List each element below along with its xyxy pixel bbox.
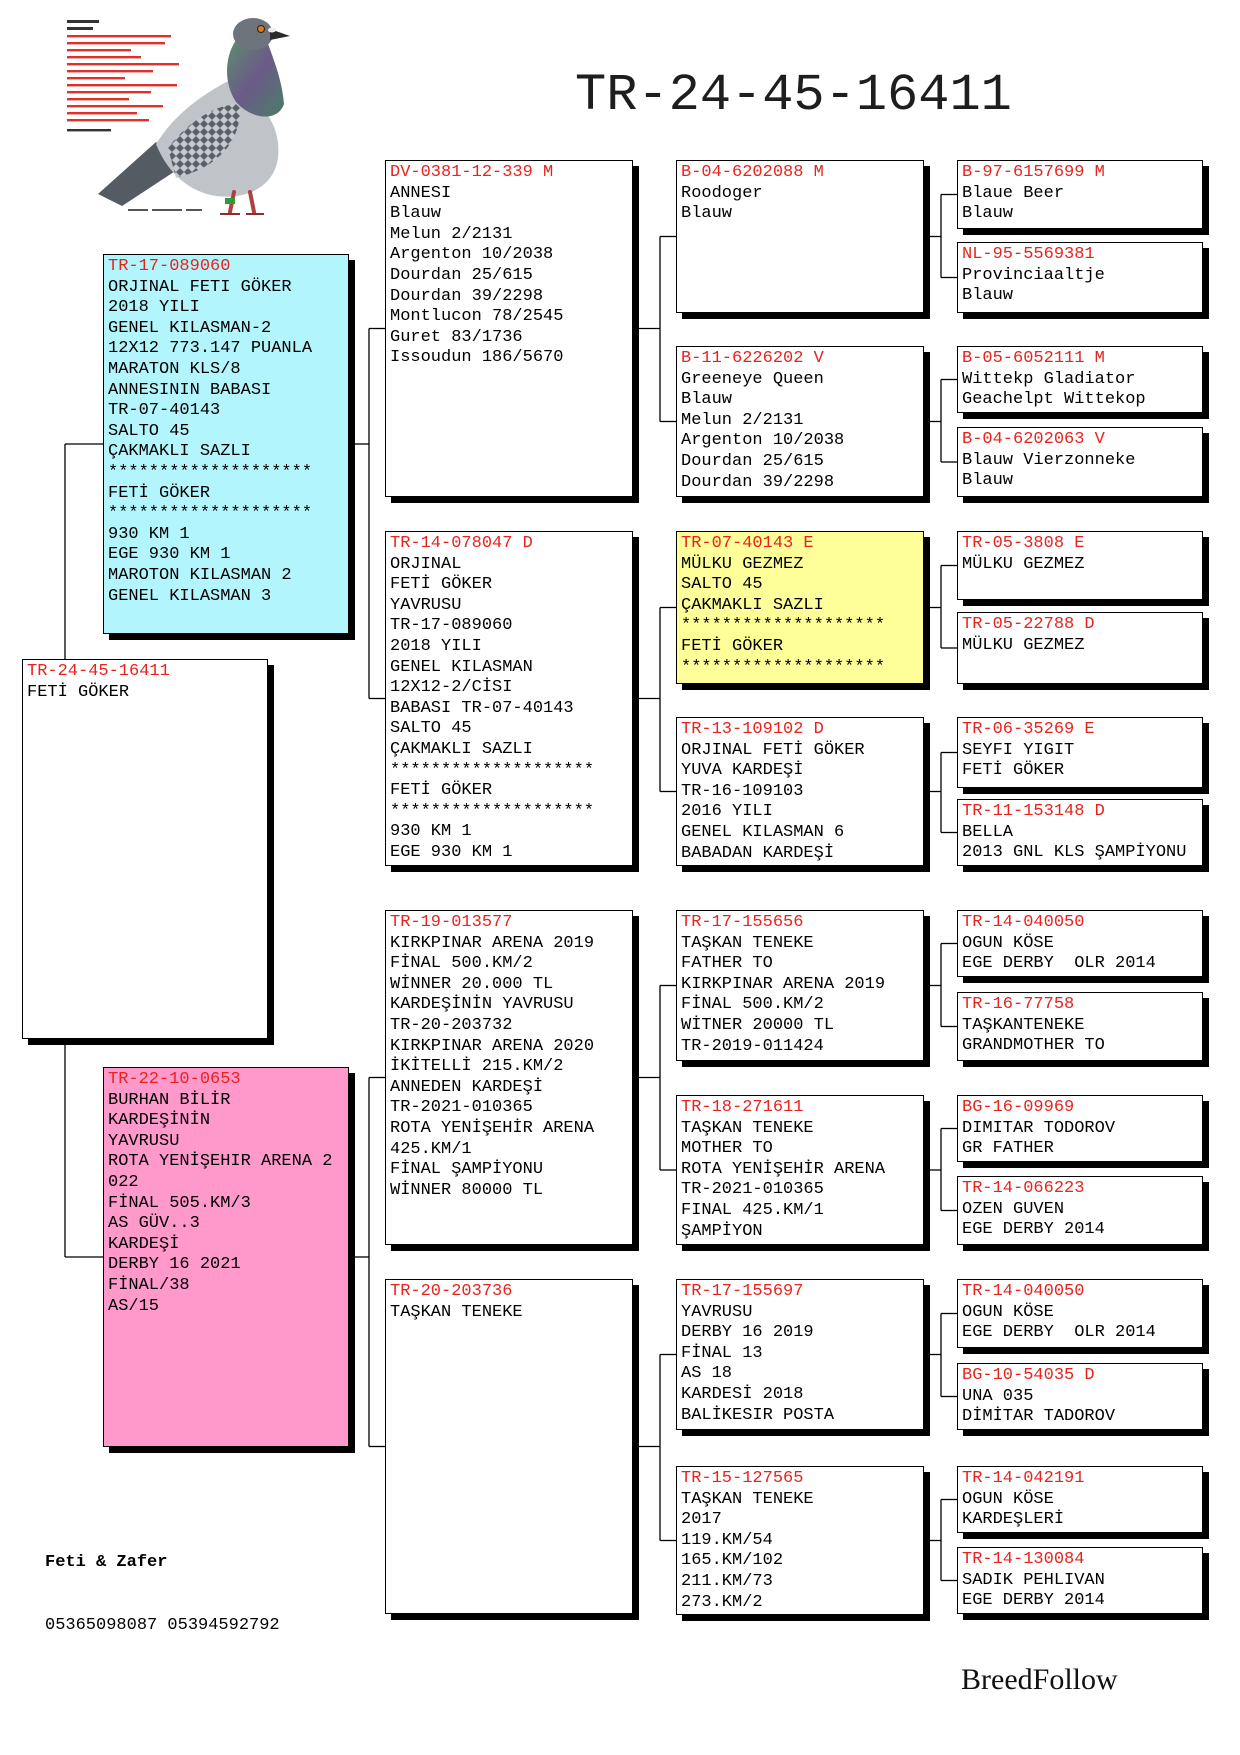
- card-line: EGE DERBY 2014: [962, 1591, 1105, 1611]
- card-line: SALTO 45: [108, 421, 190, 441]
- card-dam-dam-sire-dam: [957, 1363, 1203, 1430]
- card-line: Guret 83/1736: [390, 327, 523, 347]
- card-line: Blaue Beer: [962, 183, 1065, 203]
- card-sire-sire-sire: [676, 160, 924, 313]
- card-line: GENEL KILASMAN 3: [108, 586, 272, 606]
- ring-number: TR-17-155656: [681, 913, 804, 932]
- card-line: Blauw: [390, 204, 442, 224]
- card-line: ROTA YENİŞEHIR ARENA 2: [108, 1152, 333, 1172]
- card-line: GRANDMOTHER TO: [962, 1036, 1105, 1056]
- card-line: 119.KM/54: [681, 1530, 773, 1550]
- ring-number: B-04-6202088 M: [681, 163, 824, 182]
- ring-number: TR-22-10-0653: [108, 1070, 241, 1089]
- card-line: SALTO 45: [390, 719, 472, 739]
- card-sire-dam-sire-dam: [957, 612, 1203, 684]
- card-line: 2013 GNL KLS ŞAMPİYONU: [962, 843, 1187, 863]
- card-sire-sire-sire-dam: [957, 242, 1203, 313]
- card-line: BELLA: [962, 822, 1014, 842]
- card-sire-sire-dam: [676, 346, 924, 497]
- card-line: KARDEŞLERİ: [962, 1510, 1065, 1530]
- card-line: 211.KM/73: [681, 1571, 773, 1591]
- card-line: DERBY 16 2021: [108, 1255, 241, 1275]
- card-line: DIMITAR TODOROV: [962, 1118, 1116, 1138]
- card-line: Blauw: [962, 471, 1014, 491]
- ring-number: TR-05-22788 D: [962, 615, 1095, 634]
- card-line: AS/15: [108, 1296, 160, 1316]
- card-dam-sire-sire-sire: [957, 910, 1203, 977]
- card-line: Geachelpt Wittekop: [962, 390, 1146, 410]
- card-line: ANNESININ BABASI: [108, 380, 272, 400]
- card-line: AS 18: [681, 1364, 733, 1384]
- card-line: WİNNER 20.000 TL: [390, 974, 554, 994]
- card-line: FETİ GÖKER: [962, 761, 1065, 781]
- card-dam-dam: [385, 1279, 633, 1614]
- page-title: TR-24-45-16411: [575, 66, 1012, 125]
- card-line: SALTO 45: [681, 575, 763, 595]
- ring-number: TR-14-130084: [962, 1550, 1085, 1569]
- card-sire-sire-dam-sire: [957, 346, 1203, 413]
- card-line: TAŞKAN TENEKE: [390, 1302, 523, 1322]
- ring-number: TR-05-3808 E: [962, 534, 1085, 553]
- card-sire-dam-dam: [676, 717, 924, 866]
- ring-number: TR-19-013577: [390, 913, 513, 932]
- card-dam-dam-sire: [676, 1279, 924, 1430]
- card-line: 2018 YILI: [108, 298, 200, 318]
- card-line: DERBY 16 2019: [681, 1323, 814, 1343]
- card-line: FİNAL 500.KM/2: [681, 995, 824, 1015]
- card-line: 12X12-2/CİSI: [390, 678, 513, 698]
- card-line: TR-2021-010365: [390, 1098, 533, 1118]
- card-line: ********************: [108, 462, 313, 482]
- card-line: GENEL KILASMAN 6: [681, 822, 845, 842]
- card-line: TR-16-109103: [681, 781, 804, 801]
- card-line: Dourdan 25/615: [681, 451, 824, 471]
- card-line: DİMİTAR TADOROV: [962, 1407, 1116, 1427]
- card-line: GENEL KILASMAN: [390, 657, 533, 677]
- card-line: ŞAMPİYON: [681, 1221, 763, 1241]
- card-line: ********************: [390, 801, 595, 821]
- card-dam-sire: [385, 910, 633, 1245]
- card-line: Blauw Vierzonneke: [962, 450, 1136, 470]
- card-line: ÇAKMAKLI SAZLI: [681, 595, 824, 615]
- card-line: MÜLKU GEZMEZ: [962, 635, 1085, 655]
- card-line: Dourdan 25/615: [390, 265, 533, 285]
- ring-number: TR-14-040050: [962, 913, 1085, 932]
- card-line: 2017: [681, 1510, 722, 1530]
- card-line: MÜLKU GEZMEZ: [681, 554, 804, 574]
- card-line: KIRKPINAR ARENA 2019: [681, 974, 886, 994]
- card-line: MAROTON KILASMAN 2: [108, 565, 292, 585]
- card-line: SEYFI YIGIT: [962, 740, 1075, 760]
- card-line: KARDEŞİNİN YAVRUSU: [390, 995, 574, 1015]
- ring-number: BG-16-09969: [962, 1098, 1075, 1117]
- card-line: Wittekp Gladiator: [962, 369, 1136, 389]
- card-sire-sire: [385, 160, 633, 497]
- card-line: Issoudun 186/5670: [390, 348, 564, 368]
- card-line: WİTNER 20000 TL: [681, 1015, 835, 1035]
- card-line: ********************: [390, 760, 595, 780]
- card-line: FETİ GÖKER: [390, 575, 493, 595]
- card-sire: [103, 254, 349, 634]
- card-line: 930 KM 1: [108, 524, 190, 544]
- card-line: WİNNER 80000 TL: [390, 1180, 544, 1200]
- pigeon-figure: [98, 18, 290, 214]
- card-line: FETİ GÖKER: [108, 483, 211, 503]
- ring-number: TR-14-078047 D: [390, 534, 533, 553]
- card-line: KARDESİ 2018: [681, 1384, 804, 1404]
- card-line: YUVA KARDEŞİ: [681, 761, 804, 781]
- owner-block: [45, 1510, 280, 1678]
- ring-number: TR-14-042191: [962, 1469, 1085, 1488]
- card-line: KARDEŞİ: [108, 1234, 180, 1254]
- card-line: BURHAN BİLİR: [108, 1090, 231, 1110]
- card-line: Blauw: [962, 286, 1014, 306]
- card-line: FETİ GÖKER: [681, 636, 784, 656]
- card-line: EGE DERBY OLR 2014: [962, 1323, 1156, 1343]
- card-sire-dam-dam-dam: [957, 799, 1203, 866]
- card-line: 2016 YILI: [681, 802, 773, 822]
- card-line: MÜLKU GEZMEZ: [962, 554, 1085, 574]
- card-line: SADIK PEHLIVAN: [962, 1570, 1105, 1590]
- card-dam-sire-dam: [676, 1095, 924, 1245]
- card-line: TR-2019-011424: [681, 1036, 824, 1056]
- card-line: Roodoger: [681, 183, 763, 203]
- card-line: YAVRUSU: [681, 1302, 753, 1322]
- card-line: TR-17-089060: [390, 616, 513, 636]
- card-line: 930 KM 1: [390, 822, 472, 842]
- card-line: FATHER TO: [681, 954, 773, 974]
- card-line: Dourdan 39/2298: [681, 472, 835, 492]
- card-line: UNA 035: [962, 1386, 1034, 1406]
- card-line: YAVRUSU: [390, 595, 462, 615]
- card-dam-sire-dam-sire: [957, 1095, 1203, 1162]
- card-line: 425.KM/1: [390, 1139, 472, 1159]
- card-line: ********************: [681, 657, 886, 677]
- card-line: EGE 930 KM 1: [390, 842, 513, 862]
- card-dam-dam-dam-dam: [957, 1547, 1203, 1614]
- ring-number: TR-07-40143 E: [681, 534, 814, 553]
- card-line: Provinciaaltje: [962, 265, 1105, 285]
- card-line: Argenton 10/2038: [681, 431, 845, 451]
- card-line: Blauw: [962, 204, 1014, 224]
- ring-number: TR-11-153148 D: [962, 802, 1105, 821]
- card-line: KIRKPINAR ARENA 2019: [390, 933, 595, 953]
- card-line: ROTA YENİŞEHİR ARENA: [681, 1159, 886, 1179]
- ring-number: B-04-6202063 V: [962, 430, 1105, 449]
- card-line: Montlucon 78/2545: [390, 307, 564, 327]
- card-dam-sire-dam-dam: [957, 1176, 1203, 1245]
- card-line: KIRKPINAR ARENA 2020: [390, 1036, 595, 1056]
- card-line: BABASI TR-07-40143: [390, 698, 574, 718]
- card-sire-dam: [385, 531, 633, 866]
- card-line: ORJINAL FETI GÖKER: [108, 277, 292, 297]
- card-line: FİNAL ŞAMPİYONU: [390, 1160, 544, 1180]
- card-line: TAŞKANTENEKE: [962, 1015, 1085, 1035]
- ring-number: TR-17-089060: [108, 257, 231, 276]
- card-line: ÇAKMAKLI SAZLI: [390, 739, 533, 759]
- card-line: KARDEŞİNİN: [108, 1111, 211, 1131]
- card-line: ORJINAL: [390, 554, 462, 574]
- ring-number: BG-10-54035 D: [962, 1366, 1095, 1385]
- card-line: Argenton 10/2038: [390, 245, 554, 265]
- card-dam-dam-sire-sire: [957, 1279, 1203, 1348]
- card-line: EGE DERBY 2014: [962, 1220, 1105, 1240]
- card-line: FİNAL/38: [108, 1275, 190, 1295]
- card-dam-sire-sire-dam: [957, 992, 1203, 1061]
- ring-number: DV-0381-12-339 M: [390, 163, 554, 182]
- card-line: BABADAN KARDEŞİ: [681, 843, 835, 863]
- card-dam-dam-dam: [676, 1466, 924, 1615]
- card-sire-dam-dam-sire: [957, 717, 1203, 788]
- card-line: 2018 YILI: [390, 636, 482, 656]
- card-line: MARATON KLS/8: [108, 359, 241, 379]
- card-line: BALİKESIR POSTA: [681, 1405, 835, 1425]
- card-line: FETİ GÖKER: [390, 781, 493, 801]
- card-line: TAŞKAN TENEKE: [681, 1118, 814, 1138]
- card-line: ANNEDEN KARDEŞİ: [390, 1077, 544, 1097]
- card-line: Blauw: [681, 204, 733, 224]
- card-line: FİNAL 13: [681, 1343, 763, 1363]
- card-line: OGUN KÖSE: [962, 1302, 1054, 1322]
- card-line: ********************: [681, 616, 886, 636]
- card-line: YAVRUSU: [108, 1131, 180, 1151]
- card-line: Greeneye Queen: [681, 369, 824, 389]
- card-dam-dam-dam-sire: [957, 1466, 1203, 1533]
- card-line: EGE DERBY OLR 2014: [962, 954, 1156, 974]
- card-line: Melun 2/2131: [681, 410, 804, 430]
- ring-number: TR-15-127565: [681, 1469, 804, 1488]
- card-sire-dam-sire: [676, 531, 924, 684]
- card-dam-sire-sire: [676, 910, 924, 1061]
- card-line: TR-20-203732: [390, 1015, 513, 1035]
- card-line: ROTA YENİŞEHİR ARENA: [390, 1118, 595, 1138]
- ring-number: B-11-6226202 V: [681, 349, 824, 368]
- ring-number: B-97-6157699 M: [962, 163, 1105, 182]
- card-line: 165.KM/102: [681, 1551, 784, 1571]
- card-line: FİNAL 500.KM/2: [390, 954, 533, 974]
- ring-number: TR-17-155697: [681, 1282, 804, 1301]
- card-line: FINAL 425.KM/1: [681, 1200, 824, 1220]
- card-line: ORJINAL FETİ GÖKER: [681, 740, 865, 760]
- pigeon-photo: [64, 8, 294, 220]
- card-line: ********************: [108, 504, 313, 524]
- card-line: AS GÜV..3: [108, 1214, 200, 1234]
- card-sire-sire-dam-dam: [957, 427, 1203, 497]
- card-line: TAŞKAN TENEKE: [681, 933, 814, 953]
- owner-name: Feti & Zafer: [45, 1553, 168, 1572]
- card-line: İKİTELLİ 215.KM/2: [390, 1057, 564, 1077]
- ring-number: TR-20-203736: [390, 1282, 513, 1301]
- card-line: Melun 2/2131: [390, 224, 513, 244]
- card-line: Dourdan 39/2298: [390, 286, 544, 306]
- brand-name: BreedFollow: [961, 1663, 1118, 1696]
- card-line: TAŞKAN TENEKE: [681, 1489, 814, 1509]
- ring-number: TR-06-35269 E: [962, 720, 1095, 739]
- card-sire-dam-sire-sire: [957, 531, 1203, 600]
- card-subject: [22, 659, 268, 1039]
- card-dam: [103, 1067, 349, 1447]
- card-line: ÇAKMAKLI SAZLI: [108, 442, 251, 462]
- ring-number: NL-95-5569381: [962, 245, 1095, 264]
- ring-number: TR-13-109102 D: [681, 720, 824, 739]
- card-line: 273.KM/2: [681, 1592, 763, 1612]
- card-line: Blauw: [681, 390, 733, 410]
- ring-number: TR-14-040050: [962, 1282, 1085, 1301]
- card-sire-sire-sire-sire: [957, 160, 1203, 229]
- ring-number: TR-18-271611: [681, 1098, 804, 1117]
- card-line: OZEN GUVEN: [962, 1199, 1065, 1219]
- ring-number: B-05-6052111 M: [962, 349, 1105, 368]
- card-line: OGUN KÖSE: [962, 933, 1054, 953]
- card-line: 022: [108, 1172, 139, 1192]
- card-line: ANNESI: [390, 183, 452, 203]
- card-line: FİNAL 505.KM/3: [108, 1193, 251, 1213]
- card-line: GR FATHER: [962, 1139, 1054, 1159]
- card-line: TR-07-40143: [108, 401, 221, 421]
- card-line: GENEL KILASMAN-2: [108, 318, 272, 338]
- card-line: MOTHER TO: [681, 1139, 773, 1159]
- card-line: EGE 930 KM 1: [108, 545, 231, 565]
- card-line: OGUN KÖSE: [962, 1489, 1054, 1509]
- ring-number: TR-16-77758: [962, 995, 1075, 1014]
- owner-phones: 05365098087 05394592792: [45, 1616, 280, 1635]
- card-line: FETİ GÖKER: [27, 682, 130, 702]
- card-line: TR-2021-010365: [681, 1180, 824, 1200]
- card-line: 12X12 773.147 PUANLA: [108, 339, 313, 359]
- ring-number: TR-14-066223: [962, 1179, 1085, 1198]
- ring-number: TR-24-45-16411: [27, 662, 170, 681]
